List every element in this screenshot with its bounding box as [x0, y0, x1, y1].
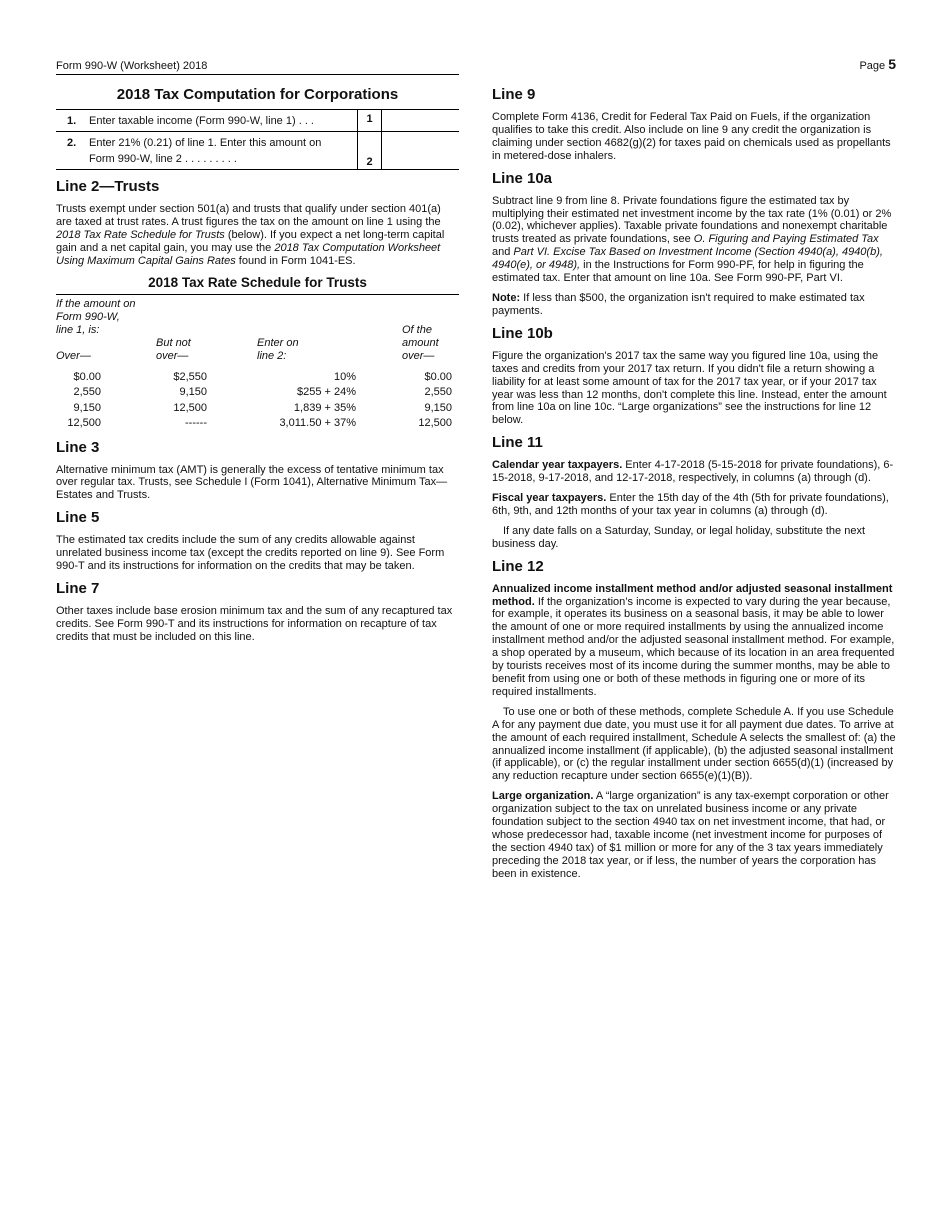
rate-schedule-title: 2018 Tax Rate Schedule for Trusts: [148, 274, 367, 290]
table-row: [56, 417, 459, 433]
right-column: [492, 86, 896, 888]
cell-of-amount: 12,500: [418, 417, 452, 430]
col-of-amount-header: Of the amount over—: [402, 323, 439, 362]
line10a-paragraph: Subtract line 9 from line 8. Private foundations figure the estimated tax by multiplying their estimated net investment income by the tax rate (1% (0.01) or 2% (0.02), whichever applies). Taxable private foundations and nonexempt charitable trusts treated as private foundations, see O. Figuring and Paying Estimated Tax and Part VI. Excise Tax Based on Investment Income (Section 4940(a), 4940(b), 4940(e), or 4948), in the Instructions for Form 990-PF, for help in figuring the estimated tax. Enter that amount on line 10a. See Form 990-PF, Part VI.: [492, 194, 892, 285]
dot-leader: . . .: [298, 115, 314, 127]
tax-computation-table: [56, 109, 459, 170]
line2-paragraph: Trusts exempt under section 501(a) and trusts that qualify under section 401(a) are taxed at trust rates. A trust figures the tax on the amount on line 1 using the 2018 Tax Rate Schedule for Trusts (below). If you expect a net long-term capital gain and a net capital gain, you may use the 2018 Tax Computation Worksheet Using Maximum Capital Gains Rates found in Form 1041-ES.: [56, 203, 445, 267]
row-text: Enter taxable income (Form 990-W, line 1): [89, 115, 296, 127]
page-word: Page: [859, 60, 886, 72]
cell-over: 12,500: [67, 417, 101, 430]
line3-heading: Line 3: [56, 438, 100, 456]
line9-heading: Line 9: [492, 86, 536, 103]
page-number: 5: [888, 56, 896, 72]
line12-heading: Line 12: [492, 557, 544, 575]
cell-not-over: 9,150: [179, 386, 207, 399]
amount-entry-field[interactable]: [381, 132, 459, 169]
col-enter-header: Enter on line 2:: [257, 336, 299, 362]
left-column: [56, 86, 459, 651]
line-number-box: 1: [357, 110, 381, 131]
line-number-box: 2: [357, 132, 381, 169]
header-rule: [56, 74, 459, 75]
col-not-over-header: But not over—: [156, 336, 191, 362]
computation-row: [56, 110, 459, 131]
amount-entry-field[interactable]: [381, 110, 459, 131]
cell-enter: 3,011.50 + 37%: [279, 417, 356, 430]
cell-over: 9,150: [73, 401, 101, 414]
line12-annualized-paragraph: Annualized income installment method and/or adjusted seasonal installment method. If the organization’s income is expected to vary during the year because, for example, it operates its business on a seasonal basis, it may be able to lower the amount of one or more required installments by using the annualized income installment method and/or the adjusted seasonal installment method. For example, a shop operated by a museum, which because of its location in an area frequented by tourists receives most of its income during the summer months, may be able to benefit from using one or both of these methods in figuring one or more of its required installments.: [492, 582, 895, 698]
line9-paragraph: Complete Form 4136, Credit for Federal Tax Paid on Fuels, if the organization qualifies to take this credit. Also include on line 9 any credit the organization is claiming under section 4682(g)(2) for taxes paid on chemicals used as propellants in metered-dose inhalers.: [492, 111, 891, 162]
cell-of-amount: 2,550: [424, 386, 452, 399]
row-number: 1.: [67, 115, 77, 127]
line12-schedule-a-paragraph: To use one or both of these methods, complete Schedule A. If you use Schedule A for any payment due date, you must use it for all payment due dates. To arrive at the amount of each required installment, Schedule A selects the smallest of: (a) the annualized income installment (if applicable), (b) the adjusted seasonal installment (if applicable), or (c) the regular installment under section 6655(d)(1) (increased by any reduction recapture under section 6655(e)(1)(B)).: [492, 705, 896, 783]
cell-not-over: ------: [185, 417, 207, 430]
line7-heading: Line 7: [56, 579, 100, 597]
cell-enter: 1,839 + 35%: [293, 401, 356, 414]
cell-not-over: 12,500: [173, 401, 207, 414]
line10b-heading: Line 10b: [492, 324, 553, 342]
col-over-label: Over—: [56, 349, 91, 362]
line10a-note: Note: If less than $500, the organization isn't required to make estimated tax payments.: [492, 291, 865, 317]
table-row: [56, 371, 459, 387]
line5-heading: Line 5: [56, 509, 100, 527]
cell-over: $0.00: [73, 370, 101, 383]
form-title: Form 990-W (Worksheet) 2018: [56, 60, 208, 72]
line10b-paragraph: Figure the organization's 2017 tax the same way you figured line 10a, using the taxes and credits from your 2017 tax return. If you didn't file a return showing a liability for at least some amount of tax for the 2017 tax year, or if your 2017 tax year was less than 12 months, don't complete this line. Instead, enter the amount from line 10a on line 10c. “Large organizations” see the instructions for line 12 below.: [492, 349, 887, 427]
table-row: [56, 386, 459, 402]
page-header: [56, 56, 896, 74]
line11-fiscal-paragraph: Fiscal year taxpayers. Enter the 15th day of the 4th (5th for private foundations), 6th, 9th, and 12th months of your tax year in columns (a) through (d).: [492, 492, 889, 517]
line2-heading: Line 2—Trusts: [56, 178, 160, 195]
row-text-line2: Form 990-W, line 2: [89, 153, 182, 165]
row-number: 2.: [67, 137, 77, 149]
rate-schedule-body: [56, 365, 459, 433]
line11-calendar-paragraph: Calendar year taxpayers. Enter 4-17-2018 (5-15-2018 for private foundations), 6-15-2018, 9-17-2018, and 12-17-2018, respectively, in columns (a) through (d).: [492, 459, 894, 485]
computation-row: [56, 131, 459, 169]
cell-over: 2,550: [73, 386, 101, 399]
line3-paragraph: Alternative minimum tax (AMT) is generally the excess of tentative minimum tax over regular tax. Trusts, see Schedule I (Form 1041), Alternative Minimum Tax—Estates and Trusts.: [56, 463, 448, 502]
table-row: [56, 402, 459, 418]
cell-of-amount: 9,150: [424, 401, 452, 414]
cell-enter: $255 + 24%: [296, 386, 356, 399]
tax-computation-title: 2018 Tax Computation for Corporations: [116, 86, 399, 103]
rate-schedule-header: [56, 295, 459, 365]
page-number-label: [859, 56, 896, 72]
cell-of-amount: $0.00: [424, 370, 452, 383]
line11-heading: Line 11: [492, 434, 543, 452]
cell-not-over: $2,550: [173, 370, 207, 383]
line11-holiday-paragraph: If any date falls on a Saturday, Sunday, or legal holiday, substitute the next business day.: [492, 524, 866, 550]
line7-paragraph: Other taxes include base erosion minimum tax and the sum of any recaptured tax credits. See Form 990-T and its instructions for information on recapture of tax credits that must be included on this line.: [56, 604, 453, 643]
dot-leader: . . . . . . . . .: [184, 153, 237, 165]
cell-enter: 10%: [333, 370, 356, 383]
row-text-line1: Enter 21% (0.21) of line 1. Enter this amount on: [89, 137, 322, 149]
line12-large-org-paragraph: Large organization. A “large organization” is any tax-exempt corporation or other organization subject to the tax on unrelated business income or any private foundation subject to the section 4940 tax on net investment income, that had, or whose predecessor had, taxable income (net investment income for purposes of the section 4940 tax) of $1 million or more for any of the 3 tax years immediately preceding the 2018 tax year, or if less, the number of years the corporation has been in existence.: [492, 790, 889, 880]
line10a-heading: Line 10a: [492, 169, 553, 187]
line5-paragraph: The estimated tax credits include the sum of any credits allowable against unrelated business income tax (except the credits reported on line 9). See Form 990-T and its instructions for information on the credits that may be taken.: [56, 534, 445, 573]
col-over-header: If the amount on Form 990-W, line 1, is:: [56, 297, 136, 336]
